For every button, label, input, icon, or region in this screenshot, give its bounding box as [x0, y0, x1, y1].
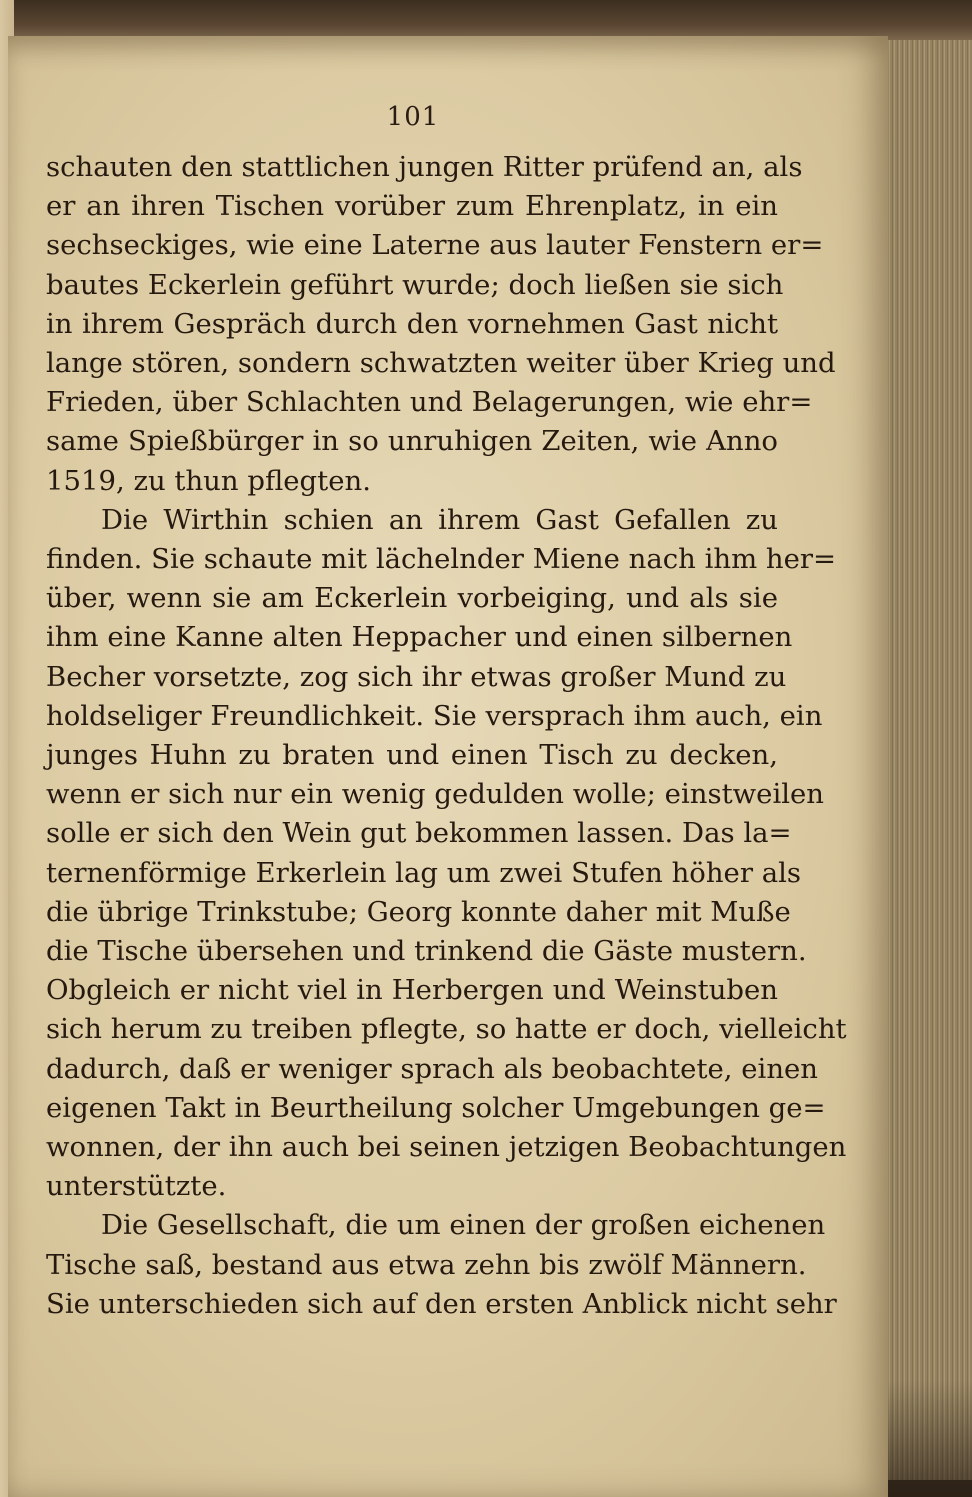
- text-line: ihm eine Kanne alten Heppacher und einen silbernen: [46, 621, 793, 654]
- text-line: Sie unterschieden sich auf den ersten Anblick nicht sehr: [46, 1287, 837, 1320]
- text-line: unterstützte.: [46, 1170, 227, 1203]
- paragraph: [46, 1206, 837, 1324]
- text-line: in ihrem Gespräch durch den vornehmen Gast nicht: [46, 307, 778, 340]
- paragraph: [46, 148, 836, 501]
- text-line: Frieden, über Schlachten und Belagerungen, wie ehr=: [46, 386, 813, 419]
- text-line: sich herum zu treiben pflegte, so hatte er doch, vielleicht: [46, 1013, 847, 1046]
- text-line: schauten den stattlichen jungen Ritter prüfend an, als: [46, 151, 803, 183]
- text-line: 1519, zu thun pflegten.: [46, 464, 371, 497]
- text-line: Die Gesellschaft, die um einen der großen eichenen: [101, 1209, 826, 1242]
- text-line: bautes Eckerlein geführt wurde; doch ließen sie sich: [46, 268, 784, 301]
- text-line: same Spießbürger in so unruhigen Zeiten, wie Anno: [46, 425, 778, 458]
- text-line: Becher vorsetzte, zog sich ihr etwas großer Mund zu: [46, 660, 787, 693]
- text-line: holdseliger Freundlichkeit. Sie versprach ihm auch, ein: [46, 699, 823, 732]
- text-line: eigenen Takt in Beurtheilung solcher Umgebungen ge=: [46, 1091, 826, 1124]
- body-text: [46, 148, 847, 1324]
- text-line: wonnen, der ihn auch bei seinen jetzigen Beobachtungen: [46, 1131, 847, 1164]
- text-line: Tische saß, bestand aus etwa zehn bis zwölf Männern.: [46, 1248, 807, 1281]
- text-line: lange stören, sondern schwatzten weiter über Krieg und: [46, 347, 836, 380]
- text-line: die Tische übersehen und trinkend die Gäste mustern.: [46, 935, 807, 968]
- book-page: [8, 36, 888, 1497]
- text-line: finden. Sie schaute mit lächelnder Miene nach ihm her=: [46, 543, 837, 576]
- text-line: die übrige Trinkstube; Georg konnte daher mit Muße: [46, 895, 791, 928]
- text-line: dadurch, daß er weniger sprach als beobachtete, einen: [46, 1052, 819, 1085]
- paragraph: [46, 501, 847, 1207]
- page-number: 101: [386, 102, 440, 132]
- text-line: junges Huhn zu braten und einen Tisch zu decken,: [46, 739, 778, 772]
- page-stack-edge: [874, 40, 972, 1480]
- text-line: sechseckiges, wie eine Laterne aus lauter Fenstern er=: [46, 229, 824, 262]
- text-line: solle er sich den Wein gut bekommen lassen. Das la=: [46, 817, 792, 850]
- text-line: ternenförmige Erkerlein lag um zwei Stufen höher als: [46, 856, 802, 889]
- text-line: Obgleich er nicht viel in Herbergen und Weinstuben: [46, 974, 778, 1007]
- text-line: Die Wirthin schien an ihrem Gast Gefallen zu: [101, 503, 778, 536]
- page-stack-shadow: [874, 1380, 972, 1497]
- text-line: wenn er sich nur ein wenig gedulden wolle; einstweilen: [46, 778, 825, 811]
- text-line: über, wenn sie am Eckerlein vorbeiging, und als sie: [46, 582, 778, 615]
- text-line: er an ihren Tischen vorüber zum Ehrenplatz, in ein: [46, 190, 778, 223]
